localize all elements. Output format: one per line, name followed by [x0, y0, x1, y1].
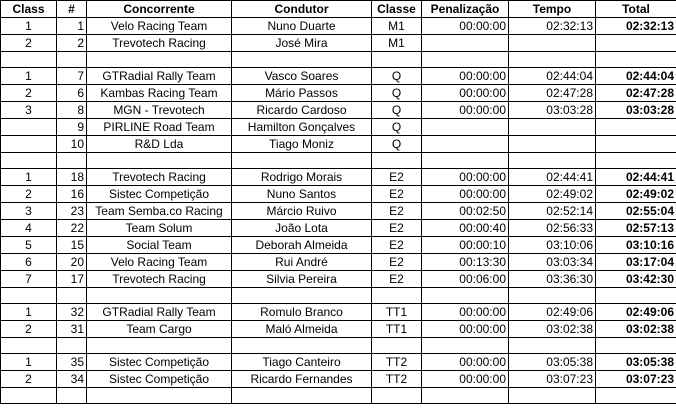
table-row	[1, 321, 676, 338]
empty-cell	[372, 52, 422, 68]
empty-cell	[87, 388, 232, 404]
class-cell	[1, 136, 57, 153]
penalty-cell	[422, 119, 509, 136]
team-cell: Team Cargo	[87, 321, 232, 338]
category-cell: TT1	[372, 304, 422, 321]
table-row	[1, 85, 676, 102]
driver-cell: Romulo Branco	[232, 304, 372, 321]
number-cell: 35	[57, 354, 87, 371]
team-cell: Trevotech Racing	[87, 271, 232, 288]
empty-cell	[422, 388, 509, 404]
class-cell: 4	[1, 220, 57, 237]
total-cell: 02:32:13	[596, 18, 676, 35]
table-row	[1, 35, 676, 52]
empty-cell	[422, 153, 509, 169]
total-cell	[596, 35, 676, 52]
driver-cell: Márcio Ruivo	[232, 203, 372, 220]
driver-cell: Nuno Duarte	[232, 18, 372, 35]
penalty-cell: 00:00:00	[422, 186, 509, 203]
time-cell: 02:52:14	[509, 203, 596, 220]
class-cell: 3	[1, 203, 57, 220]
category-cell: E2	[372, 271, 422, 288]
number-cell: 8	[57, 102, 87, 119]
number-cell: 31	[57, 321, 87, 338]
empty-cell	[87, 338, 232, 354]
category-cell: TT2	[372, 354, 422, 371]
penalty-cell: 00:00:00	[422, 321, 509, 338]
time-cell: 03:10:06	[509, 237, 596, 254]
class-cell: 1	[1, 18, 57, 35]
penalty-cell	[422, 35, 509, 52]
table-row	[1, 237, 676, 254]
category-cell: Q	[372, 102, 422, 119]
penalty-cell: 00:00:00	[422, 371, 509, 388]
empty-cell	[57, 153, 87, 169]
empty-cell	[87, 288, 232, 304]
number-cell: 2	[57, 35, 87, 52]
time-cell	[509, 136, 596, 153]
driver-cell: Ricardo Fernandes	[232, 371, 372, 388]
total-cell: 03:05:38	[596, 354, 676, 371]
driver-cell: João Lota	[232, 220, 372, 237]
category-column-header: Classe	[372, 1, 422, 18]
driver-cell: Rodrigo Morais	[232, 169, 372, 186]
class-cell: 2	[1, 85, 57, 102]
time-column-header: Tempo	[509, 1, 596, 18]
penalty-cell: 00:13:30	[422, 254, 509, 271]
empty-cell	[57, 388, 87, 404]
empty-cell	[596, 153, 676, 169]
empty-cell	[57, 52, 87, 68]
number-cell: 22	[57, 220, 87, 237]
category-cell: Q	[372, 136, 422, 153]
class-cell: 1	[1, 304, 57, 321]
results-body	[1, 18, 676, 404]
driver-cell: Silvia Pereira	[232, 271, 372, 288]
header-row	[1, 1, 676, 18]
empty-cell	[1, 153, 57, 169]
class-cell: 6	[1, 254, 57, 271]
total-cell: 03:03:28	[596, 102, 676, 119]
table-row	[1, 203, 676, 220]
class-cell: 3	[1, 102, 57, 119]
total-cell: 03:42:30	[596, 271, 676, 288]
driver-cell: Tiago Moniz	[232, 136, 372, 153]
number-cell: 18	[57, 169, 87, 186]
number-cell: 16	[57, 186, 87, 203]
class-cell: 7	[1, 271, 57, 288]
table-row	[1, 186, 676, 203]
time-cell	[509, 35, 596, 52]
table-row	[1, 220, 676, 237]
category-cell: E2	[372, 169, 422, 186]
time-cell: 02:44:04	[509, 68, 596, 85]
empty-cell	[232, 288, 372, 304]
driver-cell: Maló Almeida	[232, 321, 372, 338]
penalty-cell: 00:00:00	[422, 68, 509, 85]
team-cell: Sistec Competição	[87, 371, 232, 388]
total-cell: 02:44:41	[596, 169, 676, 186]
penalty-column-header: Penalização	[422, 1, 509, 18]
empty-cell	[1, 388, 57, 404]
time-cell: 02:47:28	[509, 85, 596, 102]
team-cell: Sistec Competição	[87, 354, 232, 371]
team-cell: Team Semba.co Racing	[87, 203, 232, 220]
team-cell: Velo Racing Team	[87, 254, 232, 271]
group-separator-row	[1, 153, 676, 169]
driver-cell: Deborah Almeida	[232, 237, 372, 254]
empty-cell	[509, 52, 596, 68]
driver-cell: Vasco Soares	[232, 68, 372, 85]
group-separator-row	[1, 338, 676, 354]
empty-cell	[232, 388, 372, 404]
table-row	[1, 304, 676, 321]
group-separator-row	[1, 288, 676, 304]
driver-cell: Rui André	[232, 254, 372, 271]
number-cell: 6	[57, 85, 87, 102]
time-cell	[509, 119, 596, 136]
number-column-header: #	[57, 1, 87, 18]
number-cell: 10	[57, 136, 87, 153]
penalty-cell: 00:00:40	[422, 220, 509, 237]
number-cell: 15	[57, 237, 87, 254]
team-cell: Trevotech Racing	[87, 169, 232, 186]
penalty-cell: 00:02:50	[422, 203, 509, 220]
driver-cell: Mário Passos	[232, 85, 372, 102]
time-cell: 03:03:34	[509, 254, 596, 271]
driver-column-header: Condutor	[232, 1, 372, 18]
empty-cell	[1, 288, 57, 304]
class-cell: 2	[1, 321, 57, 338]
penalty-cell: 00:00:00	[422, 18, 509, 35]
penalty-cell: 00:00:00	[422, 354, 509, 371]
group-separator-row	[1, 388, 676, 404]
empty-cell	[232, 153, 372, 169]
driver-cell: Hamilton Gonçalves	[232, 119, 372, 136]
class-cell	[1, 119, 57, 136]
team-column-header: Concorrente	[87, 1, 232, 18]
category-cell: TT2	[372, 371, 422, 388]
number-cell: 32	[57, 304, 87, 321]
driver-cell: Nuno Santos	[232, 186, 372, 203]
empty-cell	[372, 338, 422, 354]
driver-cell: Ricardo Cardoso	[232, 102, 372, 119]
total-cell: 02:57:13	[596, 220, 676, 237]
team-cell: GTRadial Rally Team	[87, 68, 232, 85]
total-cell	[596, 119, 676, 136]
driver-cell: José Mira	[232, 35, 372, 52]
category-cell: E2	[372, 237, 422, 254]
time-cell: 02:49:06	[509, 304, 596, 321]
group-separator-row	[1, 52, 676, 68]
time-cell: 03:36:30	[509, 271, 596, 288]
empty-cell	[87, 52, 232, 68]
number-cell: 9	[57, 119, 87, 136]
category-cell: E2	[372, 220, 422, 237]
time-cell: 03:03:28	[509, 102, 596, 119]
penalty-cell: 00:00:00	[422, 102, 509, 119]
empty-cell	[87, 153, 232, 169]
empty-cell	[596, 288, 676, 304]
total-cell: 02:47:28	[596, 85, 676, 102]
time-cell: 03:05:38	[509, 354, 596, 371]
table-row	[1, 271, 676, 288]
team-cell: PIRLINE Road Team	[87, 119, 232, 136]
total-cell: 03:17:04	[596, 254, 676, 271]
class-cell: 1	[1, 354, 57, 371]
total-cell: 03:10:16	[596, 237, 676, 254]
class-cell: 2	[1, 35, 57, 52]
team-cell: Kambas Racing Team	[87, 85, 232, 102]
total-column-header: Total	[596, 1, 676, 18]
table-row	[1, 119, 676, 136]
category-cell: M1	[372, 18, 422, 35]
number-cell: 17	[57, 271, 87, 288]
empty-cell	[422, 52, 509, 68]
team-cell: Team Solum	[87, 220, 232, 237]
class-column-header: Class	[1, 1, 57, 18]
penalty-cell: 00:00:00	[422, 304, 509, 321]
table-row	[1, 371, 676, 388]
empty-cell	[57, 338, 87, 354]
empty-cell	[1, 52, 57, 68]
total-cell: 03:07:23	[596, 371, 676, 388]
number-cell: 20	[57, 254, 87, 271]
team-cell: Sistec Competição	[87, 186, 232, 203]
time-cell: 02:56:33	[509, 220, 596, 237]
time-cell: 03:02:38	[509, 321, 596, 338]
class-cell: 1	[1, 169, 57, 186]
team-cell: R&D Lda	[87, 136, 232, 153]
number-cell: 23	[57, 203, 87, 220]
table-row	[1, 68, 676, 85]
category-cell: E2	[372, 254, 422, 271]
empty-cell	[1, 338, 57, 354]
empty-cell	[509, 388, 596, 404]
penalty-cell: 00:00:00	[422, 85, 509, 102]
number-cell: 34	[57, 371, 87, 388]
empty-cell	[509, 338, 596, 354]
penalty-cell: 00:00:10	[422, 237, 509, 254]
table-row	[1, 136, 676, 153]
time-cell: 02:44:41	[509, 169, 596, 186]
category-cell: E2	[372, 203, 422, 220]
number-cell: 1	[57, 18, 87, 35]
team-cell: Social Team	[87, 237, 232, 254]
total-cell: 02:49:02	[596, 186, 676, 203]
number-cell: 7	[57, 68, 87, 85]
empty-cell	[509, 288, 596, 304]
penalty-cell: 00:06:00	[422, 271, 509, 288]
class-cell: 2	[1, 371, 57, 388]
total-cell: 03:02:38	[596, 321, 676, 338]
class-cell: 1	[1, 68, 57, 85]
category-cell: E2	[372, 186, 422, 203]
table-row	[1, 254, 676, 271]
empty-cell	[57, 288, 87, 304]
class-cell: 2	[1, 186, 57, 203]
empty-cell	[232, 52, 372, 68]
empty-cell	[596, 388, 676, 404]
table-row	[1, 354, 676, 371]
team-cell: Velo Racing Team	[87, 18, 232, 35]
category-cell: M1	[372, 35, 422, 52]
driver-cell: Tiago Canteiro	[232, 354, 372, 371]
empty-cell	[422, 338, 509, 354]
category-cell: TT1	[372, 321, 422, 338]
total-cell	[596, 136, 676, 153]
empty-cell	[422, 288, 509, 304]
empty-cell	[232, 338, 372, 354]
empty-cell	[372, 288, 422, 304]
class-cell: 5	[1, 237, 57, 254]
team-cell: MGN - Trevotech	[87, 102, 232, 119]
total-cell: 02:55:04	[596, 203, 676, 220]
table-row	[1, 169, 676, 186]
time-cell: 03:07:23	[509, 371, 596, 388]
time-cell: 02:32:13	[509, 18, 596, 35]
empty-cell	[372, 388, 422, 404]
table-row	[1, 18, 676, 35]
empty-cell	[372, 153, 422, 169]
table-row	[1, 102, 676, 119]
penalty-cell: 00:00:00	[422, 169, 509, 186]
empty-cell	[509, 153, 596, 169]
total-cell: 02:44:04	[596, 68, 676, 85]
penalty-cell	[422, 136, 509, 153]
team-cell: Trevotech Racing	[87, 35, 232, 52]
total-cell: 02:49:06	[596, 304, 676, 321]
empty-cell	[596, 338, 676, 354]
team-cell: GTRadial Rally Team	[87, 304, 232, 321]
empty-cell	[596, 52, 676, 68]
time-cell: 02:49:02	[509, 186, 596, 203]
category-cell: Q	[372, 68, 422, 85]
category-cell: Q	[372, 119, 422, 136]
category-cell: Q	[372, 85, 422, 102]
